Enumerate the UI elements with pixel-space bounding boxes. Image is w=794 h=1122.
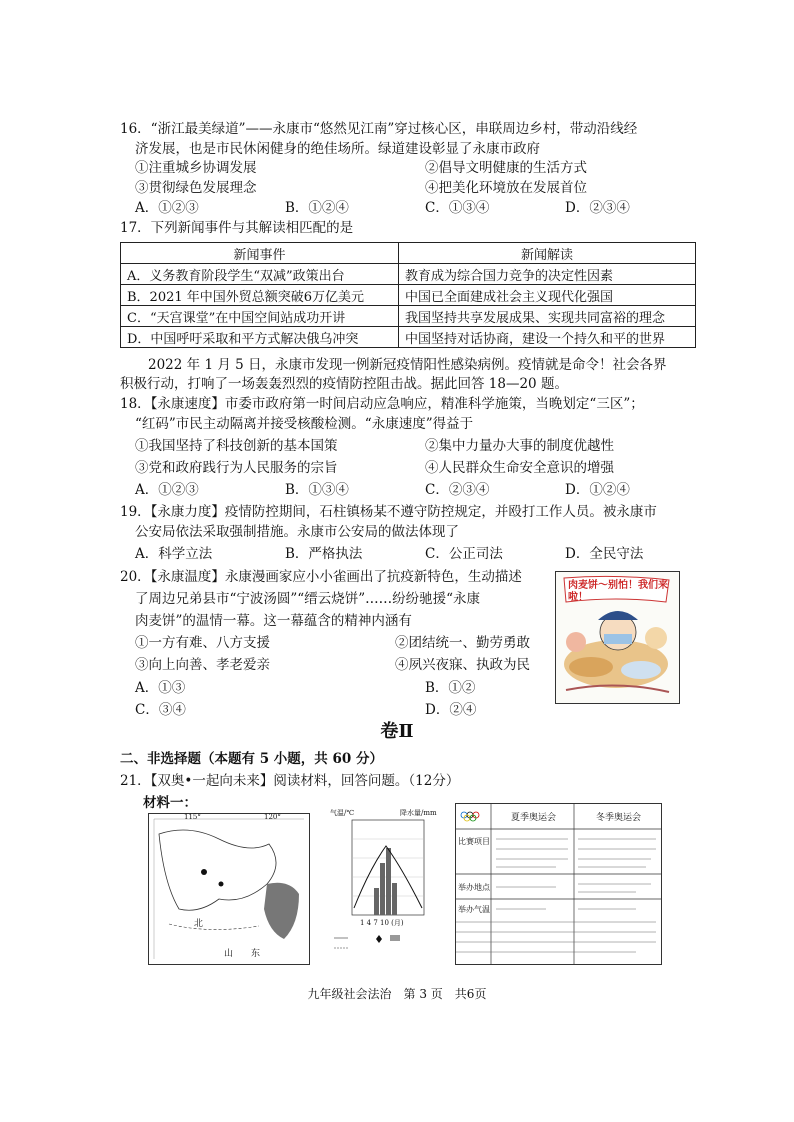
news-event: D．中国呼吁采取和平方式解决俄乌冲突: [121, 327, 399, 348]
q18-option-2: ②集中力量办大事的制度优越性: [425, 438, 614, 454]
news-table-header: [121, 243, 696, 264]
q16-choice-a: A．①②③: [135, 200, 199, 216]
region-map: [149, 814, 309, 964]
climate-chart-figure: [330, 808, 445, 963]
q17-stem: 17．下列新闻事件与其解读相匹配的是: [120, 220, 354, 236]
q19-choice-a: A．科学立法: [135, 546, 213, 562]
map-label-shan: 山: [224, 949, 234, 959]
q20-stem-line2: 了周边兄弟县市“宁波汤圆”“缙云烧饼”……纷纷驰援“永康: [135, 591, 481, 607]
intro-line2: 积极行动，打响了一场轰轰烈烈的疫情防控阻击战。据此回答 18—20 题。: [120, 376, 568, 392]
q16-option-1: ①注重城乡协调发展: [135, 160, 257, 176]
q20-option-3: ③向上向善、孝老爱亲: [135, 657, 270, 673]
news-reading: 我国坚持共享发展成果、实现共同富裕的理念: [399, 306, 696, 327]
olympics-head-winter: 冬季奥运会: [596, 813, 642, 823]
news-event: C．“天宫课堂”在中国空间站成功开讲: [121, 306, 399, 327]
volume-title: 卷Ⅱ: [380, 721, 414, 742]
region-map-figure: [148, 813, 310, 965]
chart-month-axis-label: 1 4 7 10 (月): [360, 919, 404, 927]
q20-stem-line1: 20．【永康温度】永康漫画家应小小雀画出了抗疫新特色，生动描述: [120, 569, 522, 585]
q19-choice-d: D．全民守法: [565, 546, 644, 562]
cartoon-caption: 肉麦饼～别怕！我们来啦！: [568, 580, 668, 603]
olympics-row-events: 比赛项目: [458, 837, 490, 846]
page-footer: 九年级社会法治 第 3 页 共6页: [307, 987, 487, 1001]
news-reading: 中国已全面建成社会主义现代化强国: [399, 285, 696, 306]
q18-stem-line2: “红码”市民主动隔离并接受核酸检测。“永康速度”得益于: [135, 416, 474, 432]
news-event: A．义务教育阶段学生“双减”政策出台: [121, 264, 399, 285]
olympics-row-venue: 举办地点: [458, 883, 490, 892]
olympics-row-temp: 举办气温: [458, 905, 490, 914]
q16-choice-b: B．①②④: [285, 200, 349, 216]
q19-stem-line1: 19．【永康力度】疫情防控期间，石柱镇杨某不遵守防控规定，并殴打工作人员。被永康市: [120, 504, 657, 520]
q19-choice-b: B．严格执法: [285, 546, 363, 562]
news-table-header-reading: 新闻解读: [399, 243, 696, 264]
q18-option-4: ④人民群众生命安全意识的增强: [425, 460, 614, 476]
climate-chart: [330, 808, 445, 963]
q18-choice-a: A．①②③: [135, 482, 199, 498]
q20-choice-a: A．①③: [135, 680, 186, 696]
q16-stem-line2: 济发展，也是市民休闲健身的绝佳场所。绿道建设彰显了永康市政府: [135, 141, 540, 157]
q20-choice-d: D．②④: [425, 702, 477, 718]
q20-choice-c: C．③④: [135, 702, 186, 718]
q20-option-1: ①一方有难、八方支援: [135, 635, 270, 651]
q18-stem-line1: 18．【永康速度】市委市政府第一时间启动应急响应，精准科学施策，当晚划定“三区”；: [120, 396, 644, 412]
map-label-bei: 北: [194, 919, 204, 929]
news-event: B．2021 年中国外贸总额突破6万亿美元: [121, 285, 399, 306]
olympics-table-figure: [455, 803, 662, 965]
q21-stem: 21．【双奥•一起向未来】阅读材料，回答问题。（12分）: [120, 773, 460, 789]
q16-option-2: ②倡导文明健康的生活方式: [425, 160, 587, 176]
q18-choice-c: C．②③④: [425, 482, 490, 498]
q20-option-2: ②团结统一、勤劳勇敢: [395, 635, 530, 651]
q21-material1-label: 材料一：: [143, 795, 197, 811]
q16-option-4: ④把美化环境放在发展首位: [425, 180, 587, 196]
table-row: [121, 264, 696, 285]
table-row: [121, 306, 696, 327]
chart-left-axis-label: 气温/℃: [330, 809, 355, 817]
chart-right-axis-label: 降水量/mm: [400, 809, 437, 817]
q18-option-3: ③党和政府践行为人民服务的宗旨: [135, 460, 338, 476]
q20-stem-line3: 肉麦饼”的温情一幕。这一幕蕴含的精神内涵有: [135, 613, 412, 629]
q20-choice-b: B．①②: [425, 680, 476, 696]
intro-line1: 2022 年 1 月 5 日，永康市发现一例新冠疫情阳性感染病例。疫情就是命令！社会各界: [148, 357, 667, 373]
q16-choice-d: D．②③④: [565, 200, 630, 216]
q18-option-1: ①我国坚持了科技创新的基本国策: [135, 438, 338, 454]
table-row: [121, 285, 696, 306]
olympics-head-summer: 夏季奥运会: [511, 813, 557, 823]
q19-stem-line2: 公安局依法采取强制措施。永康市公安局的做法体现了: [135, 524, 459, 540]
q18-choice-b: B．①③④: [285, 482, 349, 498]
table-row: [121, 327, 696, 348]
q16-option-3: ③贯彻绿色发展理念: [135, 180, 257, 196]
section2-heading: 二、非选择题（本题有 5 小题，共 60 分）: [120, 751, 383, 767]
news-table-header-event: 新闻事件: [121, 243, 399, 264]
q16-stem-line1: 16．“浙江最美绿道”——永康市“悠然见江南”穿过核心区，串联周边乡村，带动沿线经: [120, 121, 638, 137]
news-table: [120, 242, 696, 348]
news-reading: 中国坚持对话协商，建设一个持久和平的世界: [399, 327, 696, 348]
map-lon-label-2: 120°: [264, 813, 281, 821]
map-lon-label-1: 115°: [184, 813, 201, 821]
q18-choice-d: D．①②④: [565, 482, 630, 498]
news-reading: 教育成为综合国力竞争的决定性因素: [399, 264, 696, 285]
q16-choice-c: C．①③④: [425, 200, 490, 216]
map-label-dong: 东: [251, 949, 261, 959]
q19-choice-c: C．公正司法: [425, 546, 503, 562]
cartoon-figure: [555, 571, 680, 704]
q20-option-4: ④夙兴夜寐、执政为民: [395, 657, 530, 673]
